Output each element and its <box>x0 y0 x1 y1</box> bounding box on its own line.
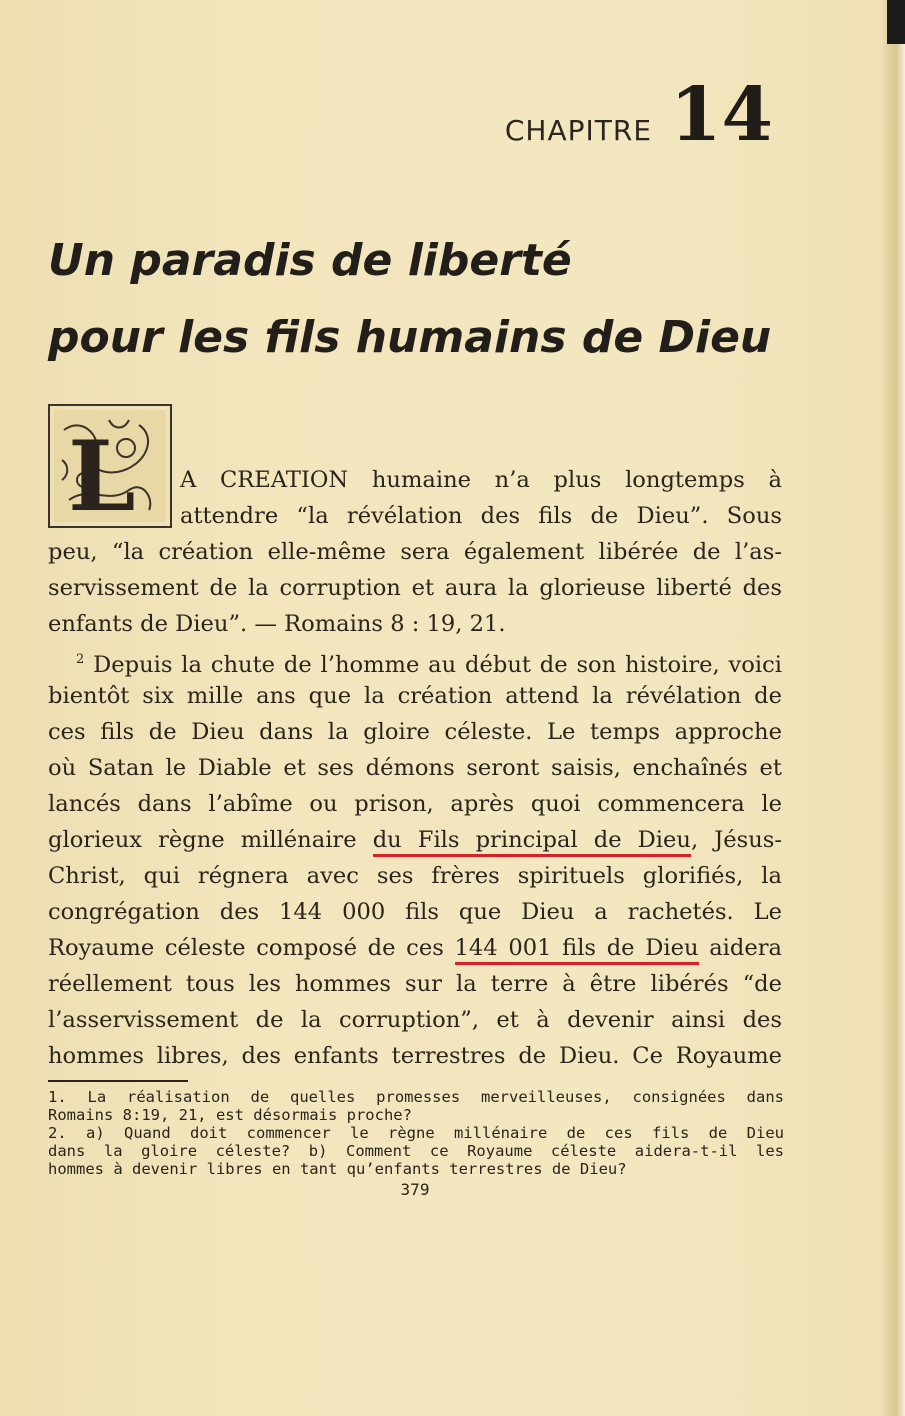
chapter-title-line-1: Un paradis de liberté <box>48 235 572 286</box>
page-number: 379 <box>400 1180 430 1199</box>
underlined-phrase-fils-principal: du Fils principal de Dieu <box>373 827 691 857</box>
chapter-heading <box>504 72 773 158</box>
footnote-2-line-1: 2. a) Quand doit commencer le règne millénaire de ces fils de Dieu <box>48 1124 784 1142</box>
footnote-2-line-3: hommes à devenir libres en tant qu’enfants terrestres de Dieu? <box>48 1160 627 1178</box>
footnote-1-line-2: Romains 8:19, 21, est désormais proche? <box>48 1106 412 1124</box>
footnotes <box>48 1088 784 1178</box>
underlined-phrase-144001: 144 001 fils de Dieu <box>455 935 699 965</box>
page-edge <box>883 0 905 1416</box>
paragraph-1-line-4: servissement de la corruption et aura la glorieuse liberté des <box>48 575 782 601</box>
chapter-title-line-2: pour les fils humains de Dieu <box>48 312 772 363</box>
paragraph-2-line-7: Christ, qui régnera avec ses frères spirituels glorifiés, la <box>48 863 782 889</box>
paragraph-2-line-9 <box>48 930 782 966</box>
paragraph-2-line-6 <box>48 822 782 858</box>
paragraph-2-line-3: ces fils de Dieu dans la gloire céleste. Le temps approche <box>48 719 782 745</box>
paragraph-1-line-1: A CREATION humaine n’a plus longtemps à <box>180 467 782 493</box>
footnote-divider <box>48 1080 188 1082</box>
paragraph-2-line-6-post: , Jésus- <box>690 827 783 853</box>
paragraph-1-line-5: enfants de Dieu”. — Romains 8 : 19, 21. <box>48 611 506 637</box>
paragraph-2-line-1 <box>48 642 782 678</box>
paragraph-2-line-6-pre: glorieux règne millénaire <box>48 827 373 853</box>
chapter-number: 14 <box>670 72 773 158</box>
chapter-label: CHAPITRE <box>504 114 653 147</box>
paragraph-2-line-1-text: Depuis la chute de l’homme au début de son histoire, voici <box>93 652 782 678</box>
paragraph-2-line-12: hommes libres, des enfants terrestres de Dieu. Ce Royaume <box>48 1043 782 1069</box>
body-text <box>48 462 782 1074</box>
footnote-1-line-1: 1. La réalisation de quelles promesses merveilleuses, consignées dans <box>48 1088 784 1106</box>
footnote-2-line-2: dans la gloire céleste? b) Comment ce Royaume céleste aidera-t-il les <box>48 1142 784 1160</box>
paragraph-2-line-8: congrégation des 144 000 fils que Dieu a rachetés. Le <box>48 899 782 925</box>
paragraph-1-line-2: attendre “la révélation des fils de Dieu”. Sous <box>180 503 782 529</box>
paragraph-2-line-9-pre: Royaume céleste composé de ces <box>48 935 455 961</box>
scan-corner-mark <box>887 0 905 44</box>
paragraph-2-line-5: lancés dans l’abîme ou prison, après quoi commencera le <box>48 791 782 817</box>
paragraph-2-line-10: réellement tous les hommes sur la terre à être libérés “de <box>48 971 782 997</box>
paragraph-1-line-3: peu, “la création elle-même sera également libérée de l’as- <box>48 539 782 565</box>
chapter-title <box>48 222 808 376</box>
paragraph-2-line-11: l’asservissement de la corruption”, et à devenir ainsi des <box>48 1007 782 1033</box>
paragraph-2-line-2: bientôt six mille ans que la création attend la révélation de <box>48 683 782 709</box>
paragraph-number: 2 <box>76 652 85 667</box>
drop-cap-letter: L <box>68 420 136 522</box>
paragraph-2-line-4: où Satan le Diable et ses démons seront saisis, enchaînés et <box>48 755 782 781</box>
paragraph-2-line-9-post: aidera <box>698 935 783 961</box>
